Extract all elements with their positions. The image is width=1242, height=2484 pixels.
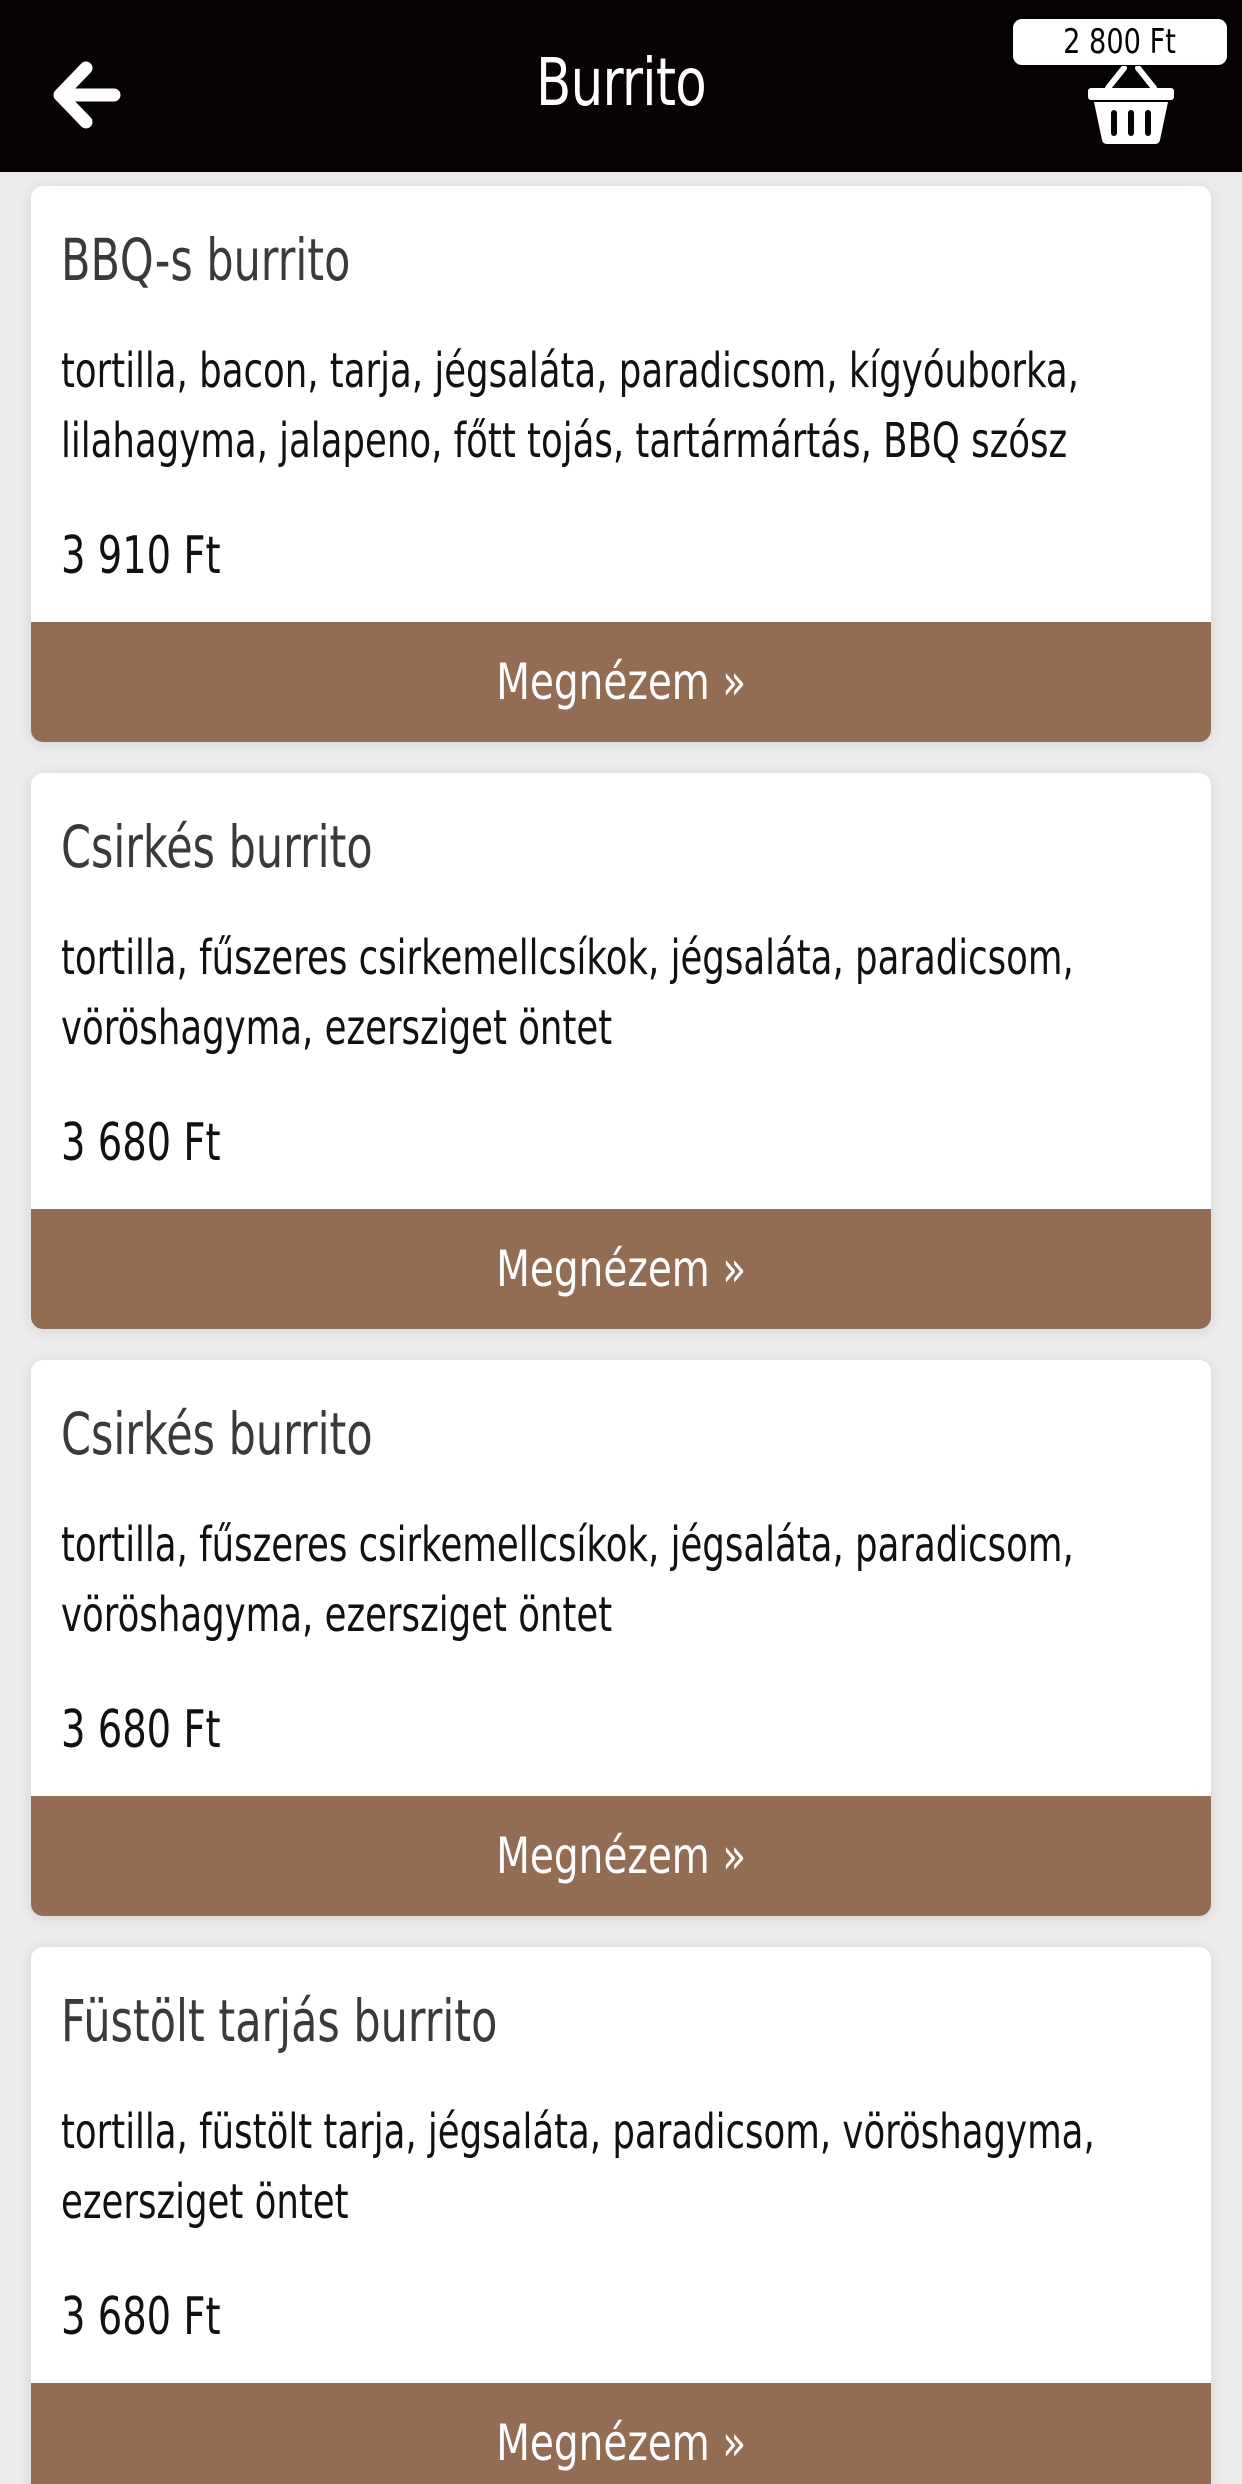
- view-product-label: Megnézem »: [496, 2414, 746, 2472]
- description-line: lilahagyma, jalapeno, főtt tojás, tartármártás, BBQ szósz: [61, 413, 1068, 469]
- description-line: tortilla, bacon, tarja, jégsaláta, paradicsom, kígyóuborka,: [61, 343, 1079, 399]
- cart-total-badge: [1010, 16, 1230, 68]
- basket-icon: [1086, 66, 1176, 146]
- view-product-label: Megnézem »: [496, 1240, 746, 1298]
- product-card: [31, 1947, 1211, 2484]
- description-line: ezersziget öntet: [61, 2174, 349, 2230]
- product-description: [61, 923, 1171, 1063]
- product-description: [61, 336, 1171, 476]
- view-product-button[interactable]: [31, 1209, 1211, 1329]
- description-line: tortilla, füstölt tarja, jégsaláta, paradicsom, vöröshagyma,: [61, 2104, 1095, 2160]
- product-price: 3 680 Ft: [61, 2287, 221, 2347]
- product-price: 3 680 Ft: [61, 1700, 221, 1760]
- product-name: BBQ-s burrito: [61, 226, 351, 294]
- product-name: Csirkés burrito: [61, 813, 373, 881]
- view-product-button[interactable]: [31, 2383, 1211, 2484]
- description-line: tortilla, fűszeres csirkemellcsíkok, jégsaláta, paradicsom,: [61, 930, 1074, 986]
- product-description: [61, 2097, 1171, 2237]
- description-line: vöröshagyma, ezersziget öntet: [61, 1000, 613, 1056]
- product-name: Füstölt tarjás burrito: [61, 1987, 498, 2055]
- description-line: tortilla, fűszeres csirkemellcsíkok, jégsaláta, paradicsom,: [61, 1517, 1074, 1573]
- product-card: [31, 773, 1211, 1329]
- arrow-left-icon: [52, 60, 122, 130]
- view-product-button[interactable]: [31, 1796, 1211, 1916]
- product-name: Csirkés burrito: [61, 1400, 373, 1468]
- description-line: vöröshagyma, ezersziget öntet: [61, 1587, 613, 1643]
- product-description: [61, 1510, 1171, 1650]
- product-price: 3 680 Ft: [61, 1113, 221, 1173]
- view-product-button[interactable]: [31, 622, 1211, 742]
- page-title: Burrito: [536, 44, 706, 121]
- cart-total-value: 2 800 Ft: [1063, 22, 1177, 62]
- view-product-label: Megnézem »: [496, 653, 746, 711]
- view-product-label: Megnézem »: [496, 1827, 746, 1885]
- product-card: [31, 1360, 1211, 1916]
- back-button[interactable]: [52, 60, 122, 130]
- top-bar: [0, 0, 1242, 172]
- product-card: [31, 186, 1211, 742]
- product-price: 3 910 Ft: [61, 526, 221, 586]
- cart-button[interactable]: [1010, 16, 1230, 146]
